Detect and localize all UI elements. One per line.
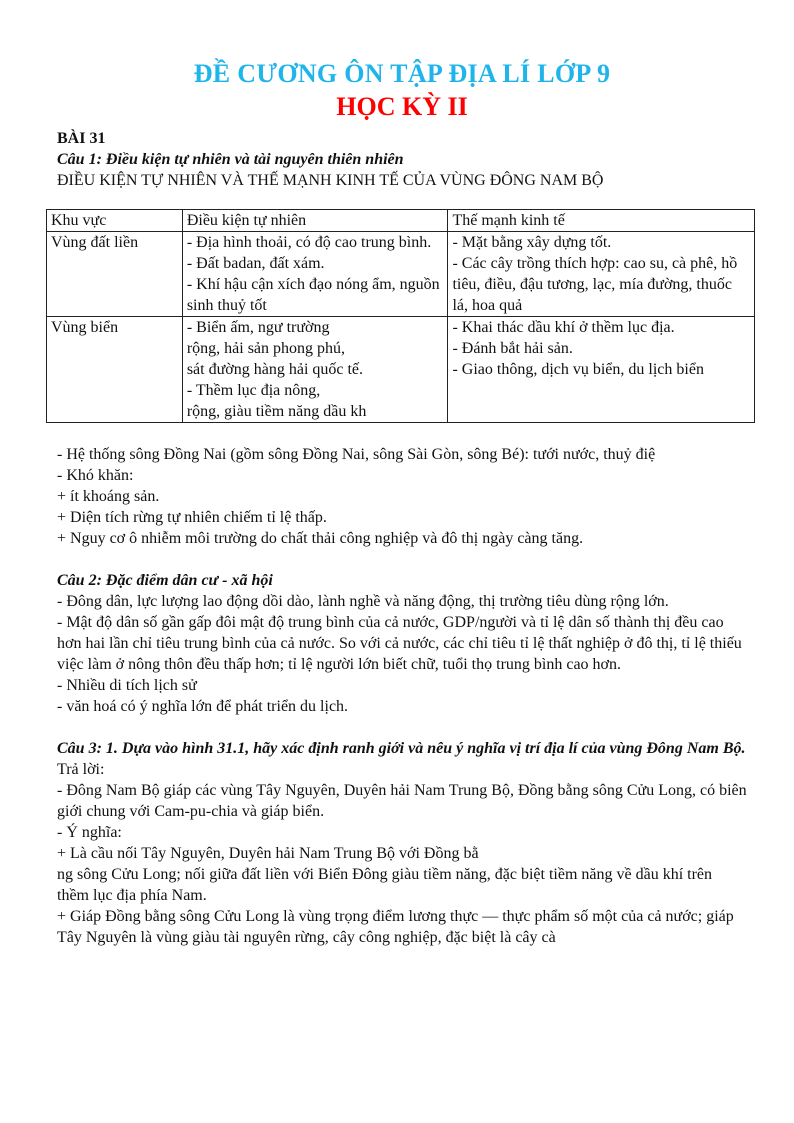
cell-line: - Giao thông, dịch vụ biển, du lịch biển xyxy=(452,361,704,378)
table-header-row xyxy=(47,210,755,232)
table-row xyxy=(47,232,755,317)
question-2-heading: Câu 2: Đặc điểm dân cư - xã hội xyxy=(57,572,273,589)
cell-line: - Các cây trồng thích hợp: cao su, cà phê, hồ tiêu, điều, đậu tương, lạc, mía đường, thuốc lá, hoa quả xyxy=(452,255,738,314)
paragraph: - văn hoá có ý nghĩa lớn để phát triển du lịch. xyxy=(57,698,349,715)
question-3-heading: Câu 3: 1. Dựa vào hình 31.1, hãy xác định ranh giới và nêu ý nghĩa vị trí địa lí của vùng Đông Nam Bộ. xyxy=(57,740,746,757)
cell-line: rộng, giàu tiềm năng dầu kh xyxy=(186,403,367,420)
document-subtitle: HỌC KỲ II xyxy=(336,92,468,121)
paragraph: - Khó khăn: xyxy=(57,467,134,484)
paragraph: + Nguy cơ ô nhiễm môi trường do chất thải công nghiệp và đô thị ngày càng tăng. xyxy=(57,530,584,547)
document-title: ĐỀ CƯƠNG ÔN TẬP ĐỊA LÍ LỚP 9 xyxy=(193,59,611,88)
paragraph: + Diện tích rừng tự nhiên chiếm tỉ lệ thấp. xyxy=(57,509,327,526)
table-header-cell: Điều kiện tự nhiên xyxy=(182,210,448,232)
paragraph: - Nhiều di tích lịch sử xyxy=(57,677,197,694)
table-row xyxy=(47,317,755,423)
cell-line: - Đánh bắt hải sản. xyxy=(452,340,573,357)
paragraph: + Giáp Đồng bằng sông Cửu Long là vùng trọng điểm lương thực — thực phẩm số một của cả nước; giáp Tây Nguyên là vùng giàu tài nguyên rừng, cây công nghiệp, đặc biệt là cây cà xyxy=(57,908,734,946)
conditions-table xyxy=(46,209,755,423)
paragraph: Trả lời: xyxy=(57,761,105,778)
cell-line: - Khai thác dầu khí ở thềm lục địa. xyxy=(452,319,675,336)
paragraph: - Mật độ dân số gần gấp đôi mật độ trung bình của cả nước, GDP/người và tỉ lệ dân số thành thị đều cao hơn hai lần chỉ tiêu trung bình của cả nước. So với cả nước, các chỉ tiêu tỉ lệ thất nghiệp ở đô thị, tỉ lệ thiếu việc làm ở nông thôn đều thấp hơn; tỉ lệ người lớn biết chữ, tuổi thọ trung bình cao hơn. xyxy=(57,614,742,673)
strengths-cell xyxy=(448,317,755,423)
area-cell: Vùng biển xyxy=(47,317,183,423)
cell-line: rộng, hải sản phong phú, xyxy=(186,340,346,357)
cell-line: - Mặt bằng xây dựng tốt. xyxy=(452,234,612,251)
conditions-cell xyxy=(182,232,448,317)
paragraph: + Là cầu nối Tây Nguyên, Duyên hải Nam Trung Bộ với Đồng bằ xyxy=(57,845,479,862)
paragraph: ng sông Cửu Long; nối giữa đất liền với Biển Đông giàu tiềm năng, đặc biệt tiềm năng về dầu khí trên thềm lục địa phía Nam. xyxy=(57,866,713,904)
cell-line: - Khí hậu cận xích đạo nóng ẩm, nguồn sinh thuỷ tốt xyxy=(186,276,440,314)
cell-line: - Đất badan, đất xám. xyxy=(186,255,325,272)
cell-line: - Địa hình thoải, có độ cao trung bình. xyxy=(186,234,432,251)
cell-line: - Thềm lục địa nông, xyxy=(186,382,321,399)
paragraph: + ít khoáng sản. xyxy=(57,488,160,505)
lesson-label: BÀI 31 xyxy=(57,130,106,147)
area-cell: Vùng đất liền xyxy=(47,232,183,317)
cell-line: - Biển ấm, ngư trường xyxy=(186,319,330,336)
paragraph: - Đông Nam Bộ giáp các vùng Tây Nguyên, Duyên hải Nam Trung Bộ, Đồng bằng sông Cửu Long, có biên giới chung với Cam-pu-chia và giáp biển. xyxy=(57,782,747,820)
conditions-cell xyxy=(182,317,448,423)
cell-line: sát đường hàng hải quốc tế. xyxy=(186,361,364,378)
document-page xyxy=(51,58,747,948)
paragraph: - Ý nghĩa: xyxy=(57,824,122,841)
table-title: ĐIỀU KIỆN TỰ NHIÊN VÀ THẾ MẠNH KINH TẾ CỦA VÙNG ĐÔNG NAM BỘ xyxy=(57,172,604,189)
paragraph: - Hệ thống sông Đồng Nai (gồm sông Đồng Nai, sông Sài Gòn, sông Bé): tưới nước, thuỷ điệ xyxy=(57,446,656,463)
table-header-cell: Khu vực xyxy=(47,210,183,232)
paragraph: - Đông dân, lực lượng lao động dồi dào, lành nghề và năng động, thị trường tiêu dùng rộng lớn. xyxy=(57,593,669,610)
question-1-heading: Câu 1: Điều kiện tự nhiên và tài nguyên thiên nhiên xyxy=(57,151,404,168)
table-header-cell: Thế mạnh kinh tế xyxy=(448,210,755,232)
strengths-cell xyxy=(448,232,755,317)
